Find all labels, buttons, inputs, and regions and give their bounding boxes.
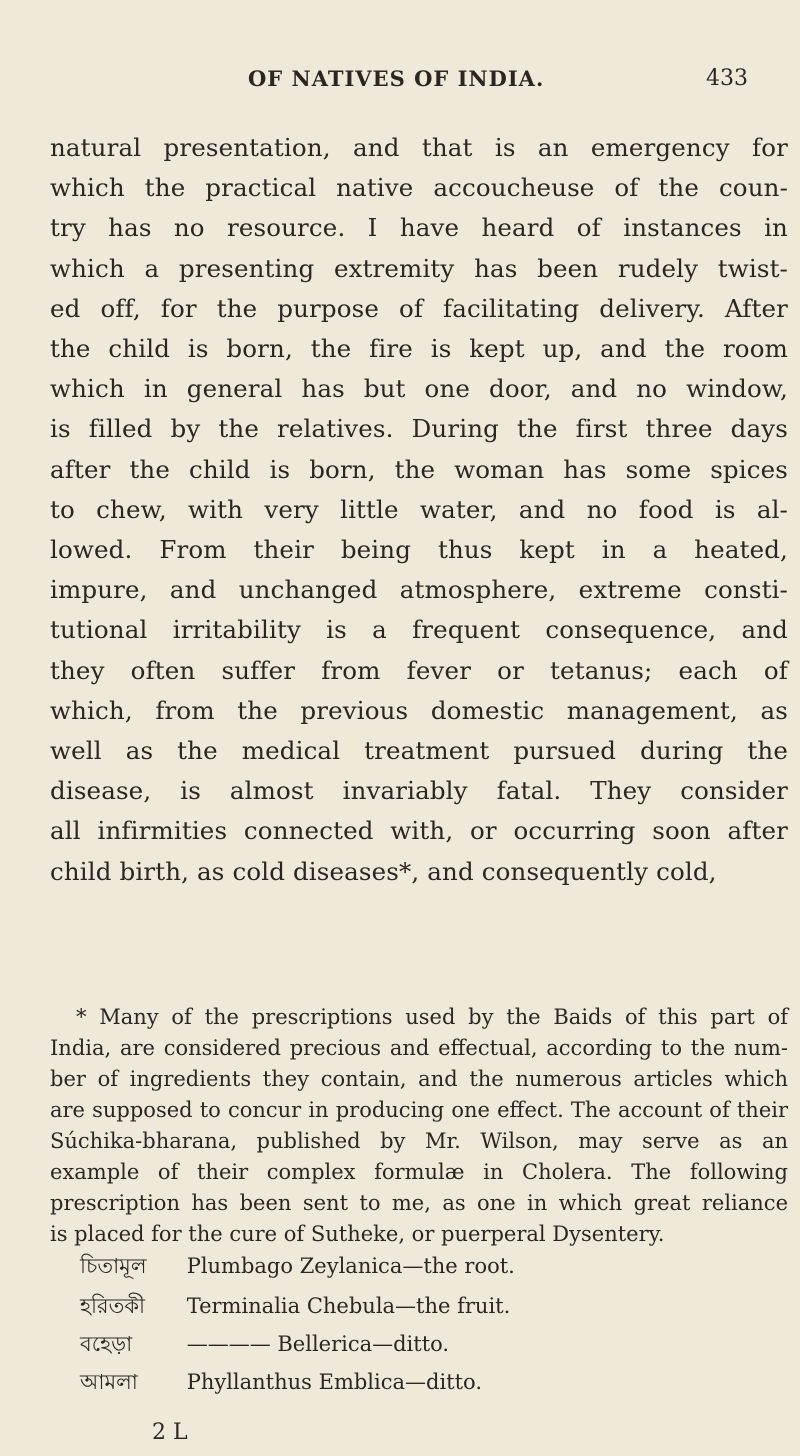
- recipe-item: [80, 1250, 515, 1285]
- recipe-item: [80, 1328, 449, 1363]
- recipe-english: Terminalia Chebula—the fruit.: [186, 1294, 511, 1318]
- body-line: child birth, as cold diseases*, and consequently cold,: [50, 856, 717, 886]
- body-line: which the practical native accoucheuse of the coun-: [50, 173, 788, 203]
- recipe-item: [80, 1290, 510, 1325]
- body-line: all infirmities connected with, or occurring soon after: [50, 816, 788, 846]
- body-line: which a presenting extremity has been rudely twist-: [50, 253, 788, 283]
- body-line: disease, is almost invariably fatal. They consider: [50, 776, 788, 806]
- footnote-line: example of their complex formulæ in Cholera. The following: [50, 1160, 788, 1184]
- footnote-line: is placed for the cure of Sutheke, or puerperal Dysentery.: [50, 1222, 665, 1246]
- body-line: tutional irritability is a frequent consequence, and: [50, 615, 788, 645]
- recipe-bengali: হরিতকী: [80, 1294, 146, 1318]
- footnote-line: prescription has been sent to me, as one in which great reliance: [50, 1191, 788, 1215]
- body-line: is filled by the relatives. During the first three days: [50, 414, 788, 444]
- running-title: OF NATIVES OF INDIA.: [248, 66, 545, 91]
- signature-mark: 2 L: [152, 1420, 188, 1445]
- recipe-english: ———— Bellerica—ditto.: [186, 1332, 450, 1356]
- body-line: impure, and unchanged atmosphere, extreme consti-: [50, 575, 788, 605]
- body-line: they often suffer from fever or tetanus; each of: [50, 655, 788, 685]
- body-line: try has no resource. I have heard of instances in: [50, 213, 788, 243]
- footnote-line: are supposed to concur in producing one effect. The account of their: [50, 1098, 788, 1122]
- recipe-english: Plumbago Zeylanica—the root.: [186, 1254, 515, 1278]
- page-header: [0, 66, 800, 98]
- footnote: [50, 1002, 788, 1250]
- body-line: lowed. From their being thus kept in a heated,: [50, 535, 788, 565]
- page-number: 433: [706, 66, 748, 91]
- recipe-english: Phyllanthus Emblica—ditto.: [186, 1370, 483, 1394]
- recipe-bengali: আমলা: [80, 1370, 138, 1394]
- body-line: after the child is born, the woman has some spices: [50, 454, 788, 484]
- footnote-line: India, are considered precious and effectual, according to the num-: [50, 1036, 788, 1060]
- recipe-bengali: চিতামূল: [80, 1254, 147, 1278]
- footnote-line: Súchika-bharana, published by Mr. Wilson, may serve as an: [50, 1129, 788, 1153]
- body-line: to chew, with very little water, and no food is al-: [50, 494, 788, 524]
- body-text: [50, 128, 788, 892]
- footnote-line: ber of ingredients they contain, and the numerous articles which: [50, 1067, 788, 1091]
- body-line: which in general has but one door, and no window,: [50, 374, 788, 404]
- recipe-bengali: বহেড়া: [80, 1332, 133, 1356]
- body-line: natural presentation, and that is an emergency for: [50, 133, 788, 162]
- body-line: ed off, for the purpose of facilitating delivery. After: [50, 293, 788, 323]
- recipe-item: [80, 1366, 482, 1401]
- body-line: the child is born, the fire is kept up, and the room: [50, 334, 788, 364]
- body-line: which, from the previous domestic management, as: [50, 695, 788, 725]
- body-line: well as the medical treatment pursued during the: [50, 736, 788, 766]
- footnote-line: * Many of the prescriptions used by the Baids of this part of: [76, 1005, 788, 1029]
